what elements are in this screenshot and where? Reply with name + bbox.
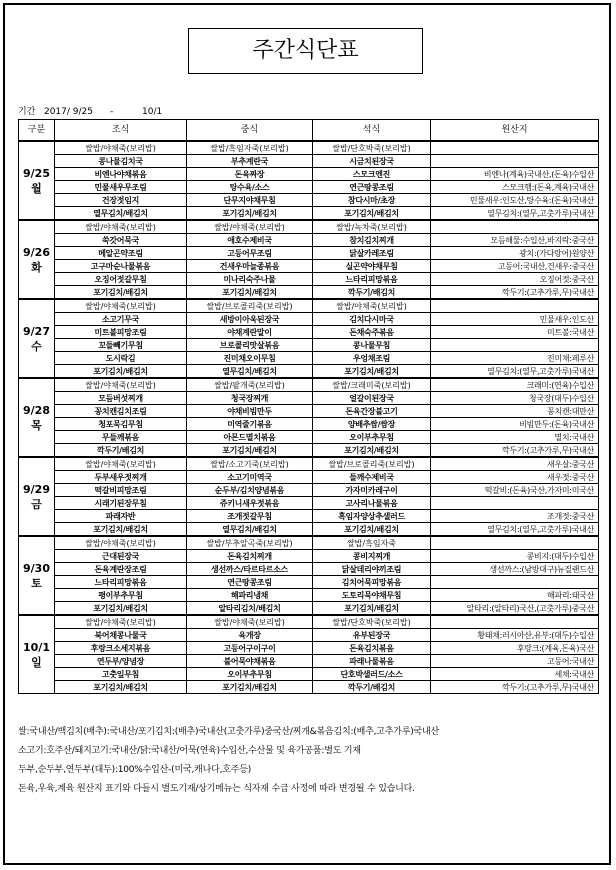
origin-cell xyxy=(431,615,599,629)
table-row xyxy=(19,629,599,642)
lunch-cell: 쌀밥/야채죽(보리밥) xyxy=(187,220,313,234)
origin-cell: 깍두기:(고추가루,무)국내산 xyxy=(431,681,599,694)
origin-cell: 알타리:(알타리)국산,(고춧가루)중국산 xyxy=(431,602,599,616)
lunch-cell: 부추계란국 xyxy=(187,155,313,168)
lunch-cell: 쌀밥/부추알곡죽(보리밥) xyxy=(187,536,313,550)
breakfast-cell: 모듬버섯찌개 xyxy=(55,392,187,405)
breakfast-cell: 파래자반 xyxy=(55,510,187,523)
breakfast-cell: 북어채콩나물국 xyxy=(55,629,187,642)
table-row xyxy=(19,155,599,168)
breakfast-cell: 후랑크소세지볶음 xyxy=(55,642,187,655)
dinner-cell: 닭살데리야끼조림 xyxy=(313,563,431,576)
lunch-cell: 해파리냉채 xyxy=(187,589,313,602)
breakfast-cell: 미트볼피망조림 xyxy=(55,326,187,339)
breakfast-cell: 쌀밥/야채죽(보리밥) xyxy=(55,299,187,313)
page-title: 주간식단표 xyxy=(188,28,423,74)
dinner-cell: 쌀밥/녹차죽(보리밥) xyxy=(313,220,431,234)
table-row xyxy=(19,589,599,602)
table-row xyxy=(19,299,599,313)
day-date: 9/28 xyxy=(23,403,50,417)
menu-body xyxy=(19,141,599,694)
origin-cell: 열무김치:(열무,고춧가루)국내산 xyxy=(431,523,599,537)
header-row xyxy=(19,120,599,142)
origin-cell: 오징어젓:중국산 xyxy=(431,273,599,286)
dinner-cell: 도토리묵야채무침 xyxy=(313,589,431,602)
header-origin: 원산지 xyxy=(431,120,599,142)
breakfast-cell: 비엔나야채볶음 xyxy=(55,168,187,181)
origin-cell xyxy=(431,536,599,550)
origin-cell xyxy=(431,497,599,510)
day-date: 9/25 xyxy=(23,166,50,180)
origin-cell: 광치:(가다랑어)원양산 xyxy=(431,247,599,260)
table-row xyxy=(19,392,599,405)
breakfast-cell: 돈육계란장조림 xyxy=(55,563,187,576)
breakfast-cell: 깍두기/배김치 xyxy=(55,444,187,458)
breakfast-cell: 고춧잎무침 xyxy=(55,668,187,681)
table-row xyxy=(19,471,599,484)
dinner-cell: 돈육간장불고기 xyxy=(313,405,431,418)
dinner-cell: 포기김치/배김치 xyxy=(313,444,431,458)
dinner-cell: 참치김치찌개 xyxy=(313,234,431,247)
origin-cell: 미트볼:국내산 xyxy=(431,326,599,339)
breakfast-cell: 느타리피망볶음 xyxy=(55,576,187,589)
table-row xyxy=(19,168,599,181)
lunch-cell: 순두부/김치양념볶음 xyxy=(187,484,313,497)
breakfast-cell: 건장젓임지 xyxy=(55,194,187,207)
breakfast-cell: 꼬들빼기무침 xyxy=(55,339,187,352)
dinner-cell: 파래나물볶음 xyxy=(313,655,431,668)
day-date: 9/29 xyxy=(23,482,50,496)
origin-cell: 새우젓:중국산 xyxy=(431,471,599,484)
dinner-cell: 쌀밥/흑임자죽 xyxy=(313,536,431,550)
breakfast-cell: 연두부/양념장 xyxy=(55,655,187,668)
dinner-cell: 단호박샐러드/소스 xyxy=(313,668,431,681)
table-row xyxy=(19,523,599,537)
origin-cell: 열무김치:(열무,고춧가루)국내산 xyxy=(431,365,599,379)
dinner-cell: 양배추쌈/쌈장 xyxy=(313,418,431,431)
lunch-cell: 불어묵야채볶음 xyxy=(187,655,313,668)
origin-cell: 콩비지:(대두)수입산 xyxy=(431,550,599,563)
header-day: 구분 xyxy=(19,120,55,142)
breakfast-cell: 포기김치/배김치 xyxy=(55,602,187,616)
table-row xyxy=(19,339,599,352)
dinner-cell: 얼갈이된장국 xyxy=(313,392,431,405)
table-row xyxy=(19,484,599,497)
breakfast-cell: 쑥갓어묵국 xyxy=(55,234,187,247)
table-row xyxy=(19,510,599,523)
lunch-cell: 애호수제비국 xyxy=(187,234,313,247)
table-row xyxy=(19,418,599,431)
day-date: 10/1 xyxy=(23,640,50,654)
day-label xyxy=(19,220,55,299)
origin-cell: 후랑크:(계육,돈육)국산 xyxy=(431,642,599,655)
day-weekday: 목 xyxy=(31,418,42,432)
day-label xyxy=(19,536,55,615)
day-weekday: 수 xyxy=(31,339,42,353)
lunch-cell: 소고기미역국 xyxy=(187,471,313,484)
origin-cell: 크래미:(연육)수입산 xyxy=(431,378,599,392)
header-lunch: 중식 xyxy=(187,120,313,142)
lunch-cell: 돈육짜장 xyxy=(187,168,313,181)
dinner-cell: 돈육김치볶음 xyxy=(313,642,431,655)
dinner-cell: 유부된장국 xyxy=(313,629,431,642)
lunch-cell: 고등어구이구이 xyxy=(187,642,313,655)
table-row xyxy=(19,286,599,300)
breakfast-cell: 쌀밥/야채죽(보리밥) xyxy=(55,536,187,550)
lunch-cell: 조개젓갈무침 xyxy=(187,510,313,523)
lunch-cell: 포기김치/배김치 xyxy=(187,444,313,458)
day-label xyxy=(19,299,55,378)
origin-cell: 모듬해물:수입산,바지락:중국산 xyxy=(431,234,599,247)
lunch-cell: 포기김치/배김치 xyxy=(187,681,313,694)
breakfast-cell: 메알곤약조림 xyxy=(55,247,187,260)
dinner-cell: 쌀밥/크래미죽(보리밥) xyxy=(313,378,431,392)
day-label xyxy=(19,615,55,694)
table-row xyxy=(19,181,599,194)
breakfast-cell: 포기김치/배김치 xyxy=(55,681,187,694)
lunch-cell: 열무김치/배김치 xyxy=(187,365,313,379)
day-label xyxy=(19,141,55,220)
table-row xyxy=(19,668,599,681)
lunch-cell: 야채비빔만두 xyxy=(187,405,313,418)
lunch-cell: 고등어무조림 xyxy=(187,247,313,260)
origin-cell: 떡갈비:(돈육)국산,가자미:미국산 xyxy=(431,484,599,497)
dinner-cell: 쌀밥/야채죽(보리밥) xyxy=(313,299,431,313)
breakfast-cell: 무들깨볶음 xyxy=(55,431,187,444)
dinner-cell: 시금치된장국 xyxy=(313,155,431,168)
table-row xyxy=(19,207,599,221)
dinner-cell: 깍두기/배김치 xyxy=(313,286,431,300)
table-row xyxy=(19,194,599,207)
lunch-cell: 오이부추무침 xyxy=(187,668,313,681)
lunch-cell: 쌀밥/팥개죽(보리밥) xyxy=(187,378,313,392)
table-row xyxy=(19,497,599,510)
lunch-cell: 아몬드멸치볶음 xyxy=(187,431,313,444)
table-row xyxy=(19,576,599,589)
table-row xyxy=(19,378,599,392)
origin-cell xyxy=(431,339,599,352)
table-row xyxy=(19,655,599,668)
table-row xyxy=(19,457,599,471)
dinner-cell: 포기김치/배김치 xyxy=(313,602,431,616)
lunch-cell: 브로콜리맛살볶음 xyxy=(187,339,313,352)
origin-cell: 조개젓:중국산 xyxy=(431,510,599,523)
lunch-cell: 생선까스/타르타르소스 xyxy=(187,563,313,576)
lunch-cell: 청국장찌개 xyxy=(187,392,313,405)
origin-cell xyxy=(431,220,599,234)
weekly-menu-table xyxy=(18,119,599,694)
table-row xyxy=(19,431,599,444)
table-row xyxy=(19,234,599,247)
dinner-cell: 김치어묵피망볶음 xyxy=(313,576,431,589)
table-row xyxy=(19,247,599,260)
dinner-cell: 들깨수제비국 xyxy=(313,471,431,484)
lunch-cell: 알타리김치/배김치 xyxy=(187,602,313,616)
lunch-cell: 연근땅콩조림 xyxy=(187,576,313,589)
lunch-cell: 열무김치/배김치 xyxy=(187,523,313,537)
table-row xyxy=(19,365,599,379)
breakfast-cell: 쌀밥/야채죽(보리밥) xyxy=(55,457,187,471)
origin-cell: 민물새우:인도산 xyxy=(431,313,599,326)
origin-cell: 멸치:국내산 xyxy=(431,431,599,444)
dinner-cell: 포기김치/배김치 xyxy=(313,523,431,537)
origin-cell: 해파리:태국산 xyxy=(431,589,599,602)
footer-note: 돈육,우육,계육 원산지 표기와 다들시 별도기재/상기메뉴는 식자재 수급 사정에 따라 변경될 수 있습니다. xyxy=(18,784,415,794)
breakfast-cell: 포기김치/배김치 xyxy=(55,286,187,300)
origin-cell: 고등어:국내산,건새우:중국산 xyxy=(431,260,599,273)
table-row xyxy=(19,313,599,326)
dinner-cell: 쌀밥/단호박죽(보리밥) xyxy=(313,615,431,629)
table-row xyxy=(19,602,599,616)
breakfast-cell: 평이부추무침 xyxy=(55,589,187,602)
table-row xyxy=(19,681,599,694)
dinner-cell: 쌀밥/단호박죽(보리밥) xyxy=(313,141,431,155)
origin-cell: 비엔나(계육)국내산,(돈육)수입산 xyxy=(431,168,599,181)
dinner-cell: 오이부추무침 xyxy=(313,431,431,444)
breakfast-cell: 오징어젓갈무침 xyxy=(55,273,187,286)
breakfast-cell: 고구마순나물볶음 xyxy=(55,260,187,273)
origin-cell xyxy=(431,299,599,313)
period-range: 2017/ 9/25 - 10/1 xyxy=(43,107,163,117)
origin-cell: 새우살:중국산 xyxy=(431,457,599,471)
origin-cell: 진미채:페루산 xyxy=(431,352,599,365)
table-row xyxy=(19,141,599,155)
footer-notes xyxy=(18,726,603,802)
origin-cell: 열무김치:(열무,고춧가루)국내산 xyxy=(431,207,599,221)
day-weekday: 토 xyxy=(31,576,42,590)
lunch-cell: 진미채오이무침 xyxy=(187,352,313,365)
lunch-cell: 탕수육/소스 xyxy=(187,181,313,194)
breakfast-cell: 열무김치/배김치 xyxy=(55,207,187,221)
dinner-cell: 스모크엔진 xyxy=(313,168,431,181)
lunch-cell: 야채계란말이 xyxy=(187,326,313,339)
table-row xyxy=(19,536,599,550)
breakfast-cell: 청포묵김무침 xyxy=(55,418,187,431)
day-label xyxy=(19,378,55,457)
breakfast-cell: 쌀밥/야채죽(보리밥) xyxy=(55,615,187,629)
table-row xyxy=(19,405,599,418)
dinner-cell: 콩비지찌개 xyxy=(313,550,431,563)
origin-cell: 고등어:국내산 xyxy=(431,655,599,668)
lunch-cell: 건새우마늘종볶음 xyxy=(187,260,313,273)
table-row xyxy=(19,550,599,563)
origin-cell: 청국장(대두)수입산 xyxy=(431,392,599,405)
dinner-cell: 연근땅콩조림 xyxy=(313,181,431,194)
period-line xyxy=(18,106,162,118)
lunch-cell: 미나리숙주나물 xyxy=(187,273,313,286)
lunch-cell: 쌀밥/소고기죽(보리밥) xyxy=(187,457,313,471)
day-weekday: 금 xyxy=(31,497,42,511)
lunch-cell: 새방이아욱된장국 xyxy=(187,313,313,326)
breakfast-cell: 쌀밥/야채죽(보리밥) xyxy=(55,378,187,392)
origin-cell: 깍두기:(고추가루,무)국내산 xyxy=(431,444,599,458)
breakfast-cell: 근대된장국 xyxy=(55,550,187,563)
dinner-cell: 돈채숙주볶음 xyxy=(313,326,431,339)
day-weekday: 일 xyxy=(31,655,42,669)
table-row xyxy=(19,642,599,655)
table-row xyxy=(19,352,599,365)
dinner-cell: 고사리나물볶음 xyxy=(313,497,431,510)
dinner-cell: 참다시마/초장 xyxy=(313,194,431,207)
footer-note: 쌀:국내산/백김치(배추):국내산/포기김치:(배추)국내산(고춧가루)중국산/찌개&볶음김치:(배추,고추가루)국내산 xyxy=(18,727,440,737)
lunch-cell: 미역줄기볶음 xyxy=(187,418,313,431)
day-date: 9/26 xyxy=(23,245,50,259)
origin-cell: 황태채:러시아산,유부:(대두)수입산 xyxy=(431,629,599,642)
origin-cell: 민물새우:인도산,탕수육:(돈육)국내산 xyxy=(431,194,599,207)
origin-cell: 생선까스:(남방대구)뉴질랜드산 xyxy=(431,563,599,576)
breakfast-cell: 두부새우젓찌개 xyxy=(55,471,187,484)
table-row xyxy=(19,444,599,458)
dinner-cell: 쌀밥/브로콜리죽(보리밥) xyxy=(313,457,431,471)
lunch-cell: 돈육김치찌개 xyxy=(187,550,313,563)
lunch-cell: 포기김치/배김치 xyxy=(187,207,313,221)
dinner-cell: 깍두기/배김치 xyxy=(313,681,431,694)
lunch-cell: 포기김치/배김치 xyxy=(187,286,313,300)
day-weekday: 화 xyxy=(31,260,42,274)
lunch-cell: 쌀밥/흑임자죽(보리밥) xyxy=(187,141,313,155)
dinner-cell: 포기김치/배김치 xyxy=(313,207,431,221)
dinner-cell: 실곤약야채무침 xyxy=(313,260,431,273)
dinner-cell: 닭살카레조림 xyxy=(313,247,431,260)
breakfast-cell: 시래기된장무침 xyxy=(55,497,187,510)
dinner-cell: 포기김치/배김치 xyxy=(313,365,431,379)
lunch-cell: 쥬키니새우젓볶음 xyxy=(187,497,313,510)
header-dinner: 석식 xyxy=(313,120,431,142)
origin-cell: 비빔만두:(돈육)국내산 xyxy=(431,418,599,431)
header-breakfast: 조식 xyxy=(55,120,187,142)
origin-cell: 세채:국내산 xyxy=(431,668,599,681)
breakfast-cell: 민물새우무조림 xyxy=(55,181,187,194)
day-label xyxy=(19,457,55,536)
day-date: 9/27 xyxy=(23,324,50,338)
lunch-cell: 쌀밥/야채죽(보리밥) xyxy=(187,615,313,629)
origin-cell: 꽁치캔:대만산 xyxy=(431,405,599,418)
dinner-cell: 우엉채조림 xyxy=(313,352,431,365)
breakfast-cell: 쌀밥/야채죽(보리밥) xyxy=(55,141,187,155)
breakfast-cell: 꽁치캔김치조림 xyxy=(55,405,187,418)
breakfast-cell: 도시락김 xyxy=(55,352,187,365)
table-row xyxy=(19,260,599,273)
table-row xyxy=(19,220,599,234)
breakfast-cell: 떡갈비피망조림 xyxy=(55,484,187,497)
table-row xyxy=(19,273,599,286)
origin-cell xyxy=(431,141,599,155)
footer-note: 두부,순두부,연두부(대두):100%수입산-(미국,캐나다,호주등) xyxy=(18,765,252,775)
origin-cell: 깍두기:(고추가루,무)국내산 xyxy=(431,286,599,300)
breakfast-cell: 쌀밥/야채죽(보리밥) xyxy=(55,220,187,234)
origin-cell: 스모크햄:(돈육,계육)국내산 xyxy=(431,181,599,194)
dinner-cell: 콩나물무침 xyxy=(313,339,431,352)
table-row xyxy=(19,563,599,576)
breakfast-cell: 포기김치/배김치 xyxy=(55,523,187,537)
breakfast-cell: 콩나물김치국 xyxy=(55,155,187,168)
lunch-cell: 단무지야채무침 xyxy=(187,194,313,207)
breakfast-cell: 포기김치/배김치 xyxy=(55,365,187,379)
footer-note: 소고기:호주산/돼지고기:국내산/닭:국내산/어묵(연육)수입산,수산물 및 육가공품:별도 기재 xyxy=(18,746,361,756)
dinner-cell: 가자미카레구이 xyxy=(313,484,431,497)
dinner-cell: 김치다시마국 xyxy=(313,313,431,326)
period-label: 기간 xyxy=(18,107,36,117)
lunch-cell: 쌀밥/브로콜리죽(보리밥) xyxy=(187,299,313,313)
dinner-cell: 느타리피망볶음 xyxy=(313,273,431,286)
lunch-cell: 육개장 xyxy=(187,629,313,642)
day-weekday: 월 xyxy=(31,181,42,195)
breakfast-cell: 소고기무국 xyxy=(55,313,187,326)
table-row xyxy=(19,615,599,629)
origin-cell xyxy=(431,576,599,589)
day-date: 9/30 xyxy=(23,561,50,575)
table-row xyxy=(19,326,599,339)
dinner-cell: 혹임자양상추샐러드 xyxy=(313,510,431,523)
origin-cell xyxy=(431,155,599,168)
